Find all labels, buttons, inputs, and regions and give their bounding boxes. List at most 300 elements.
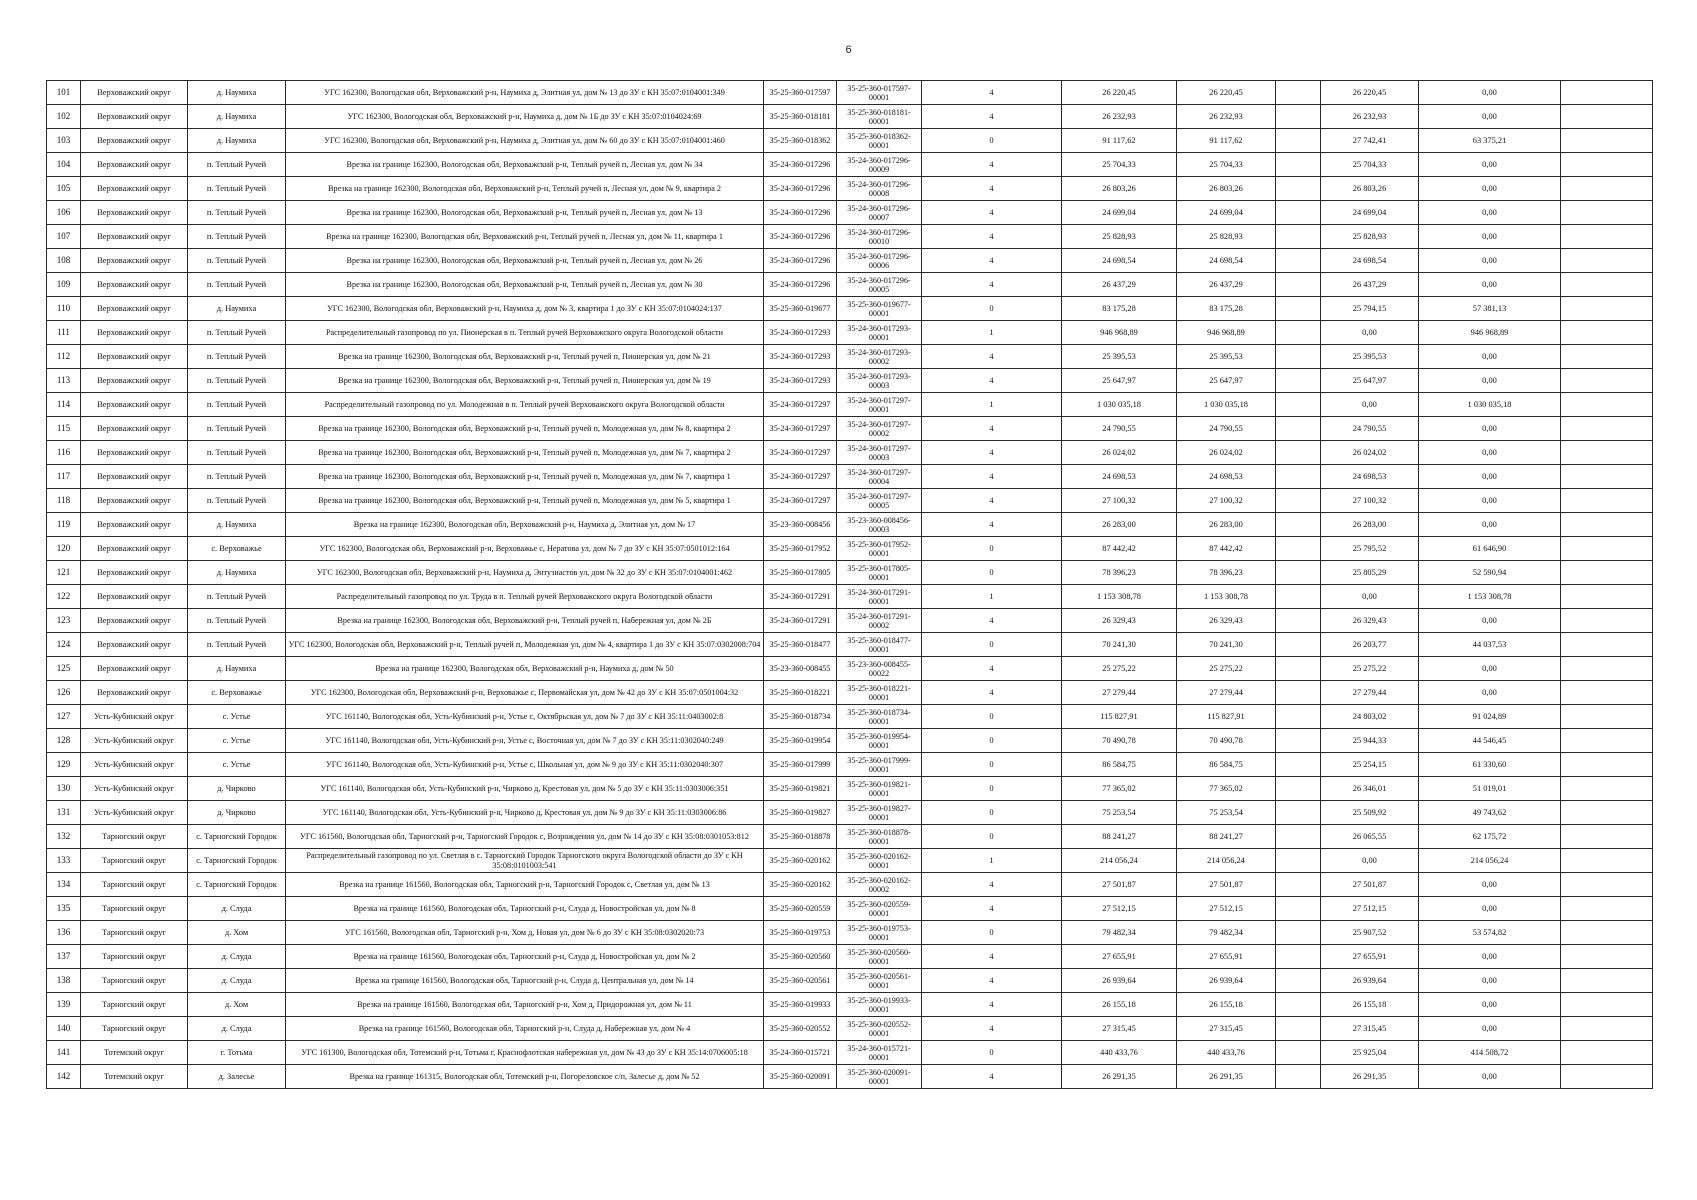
table-row: [47, 513, 1653, 537]
blank-cell: [1561, 753, 1653, 777]
settlement-cell: д. Наумиха: [188, 81, 286, 105]
remaining-cost-cell: 49 743,62: [1419, 801, 1561, 825]
district-cell: Верховажский округ: [81, 681, 188, 705]
district-cell: Верховажский округ: [81, 657, 188, 681]
total-cost-cell: 24 699,04: [1062, 201, 1177, 225]
remaining-cost-cell: 51 019,01: [1419, 777, 1561, 801]
total-cost-cell: 88 241,27: [1062, 825, 1177, 849]
cadastral-code-cell: 35-24-360-017291: [764, 585, 837, 609]
cost-cell: 25 395,53: [1177, 345, 1276, 369]
address-cell: Врезка на границе 161560, Вологодская обл, Тарногский р-н, Слуда д, Набережная ул, дом № 4: [286, 1017, 764, 1041]
category-cell: 4: [922, 657, 1062, 681]
cadastral-code-cell: 35-24-360-017293: [764, 321, 837, 345]
total-cost-cell: 26 220,45: [1062, 81, 1177, 105]
cost-cell: 88 241,27: [1177, 825, 1276, 849]
empty-cell: [1276, 81, 1321, 105]
district-cell: Верховажский округ: [81, 393, 188, 417]
blank-cell: [1561, 657, 1653, 681]
object-code-cell: 35-25-360-020162-00002: [837, 873, 922, 897]
table-row: [47, 921, 1653, 945]
total-cost-cell: 24 698,53: [1062, 465, 1177, 489]
blank-cell: [1561, 393, 1653, 417]
district-cell: Верховажский округ: [81, 345, 188, 369]
row-number: 113: [47, 369, 81, 393]
table-row: [47, 369, 1653, 393]
district-cell: Верховажский округ: [81, 585, 188, 609]
district-cell: Тарногский округ: [81, 921, 188, 945]
remaining-cost-cell: 0,00: [1419, 1065, 1561, 1089]
category-cell: 0: [922, 729, 1062, 753]
cost-cell: 77 365,02: [1177, 777, 1276, 801]
total-cost-cell: 1 030 035,18: [1062, 393, 1177, 417]
connection-cost-cell: 26 065,55: [1321, 825, 1419, 849]
table-row: [47, 657, 1653, 681]
address-cell: Врезка на границе 162300, Вологодская обл, Верховажский р-н, Теплый ручей п, Молодежная ул, дом № 5, квартира 1: [286, 489, 764, 513]
total-cost-cell: 26 329,43: [1062, 609, 1177, 633]
district-cell: Усть-Кубинский округ: [81, 729, 188, 753]
district-cell: Тарногский округ: [81, 1017, 188, 1041]
cost-cell: 27 315,45: [1177, 1017, 1276, 1041]
row-number: 129: [47, 753, 81, 777]
row-number: 141: [47, 1041, 81, 1065]
object-code-cell: 35-25-360-020552-00001: [837, 1017, 922, 1041]
row-number: 116: [47, 441, 81, 465]
total-cost-cell: 27 315,45: [1062, 1017, 1177, 1041]
blank-cell: [1561, 1041, 1653, 1065]
object-code-cell: 35-25-360-017999-00001: [837, 753, 922, 777]
district-cell: Тарногский округ: [81, 897, 188, 921]
connection-cost-cell: 26 203,77: [1321, 633, 1419, 657]
category-cell: 0: [922, 705, 1062, 729]
address-cell: УГС 162300, Вологодская обл, Верховажский р-н, Наумиха д, дом № 3, квартира 1 до ЗУ с КН 35:07:0104024:137: [286, 297, 764, 321]
remaining-cost-cell: 0,00: [1419, 489, 1561, 513]
cost-cell: 24 699,04: [1177, 201, 1276, 225]
cadastral-code-cell: 35-25-360-020162: [764, 873, 837, 897]
cadastral-code-cell: 35-24-360-017297: [764, 489, 837, 513]
empty-cell: [1276, 513, 1321, 537]
address-cell: УГС 161140, Вологодская обл, Усть-Кубинский р-н, Устье с, Октябрьская ул, дом № 7 до ЗУ с КН 35:11:0403002:8: [286, 705, 764, 729]
remaining-cost-cell: 52 590,94: [1419, 561, 1561, 585]
table-row: [47, 249, 1653, 273]
row-number: 115: [47, 417, 81, 441]
blank-cell: [1561, 633, 1653, 657]
cost-cell: 27 279,44: [1177, 681, 1276, 705]
connection-cost-cell: 24 698,53: [1321, 465, 1419, 489]
row-number: 131: [47, 801, 81, 825]
category-cell: 4: [922, 873, 1062, 897]
total-cost-cell: 26 024,02: [1062, 441, 1177, 465]
connection-cost-cell: 27 100,32: [1321, 489, 1419, 513]
district-cell: Верховажский округ: [81, 225, 188, 249]
connection-cost-cell: 26 346,01: [1321, 777, 1419, 801]
cadastral-code-cell: 35-25-360-019933: [764, 993, 837, 1017]
settlement-cell: д. Чирково: [188, 777, 286, 801]
category-cell: 4: [922, 465, 1062, 489]
settlement-cell: с. Верховажье: [188, 681, 286, 705]
row-number: 127: [47, 705, 81, 729]
empty-cell: [1276, 657, 1321, 681]
address-cell: УГС 161140, Вологодская обл, Усть-Кубинский р-н, Устье с, Восточная ул, дом № 7 до ЗУ с КН 35:11:0302040:249: [286, 729, 764, 753]
remaining-cost-cell: 0,00: [1419, 609, 1561, 633]
object-code-cell: 35-25-360-019827-00001: [837, 801, 922, 825]
connection-cost-cell: 25 395,53: [1321, 345, 1419, 369]
address-cell: УГС 161140, Вологодская обл, Усть-Кубинский р-н, Чирково д, Крестовая ул, дом № 9 до ЗУ с КН 35:11:0303006:86: [286, 801, 764, 825]
empty-cell: [1276, 225, 1321, 249]
object-code-cell: 35-25-360-019933-00001: [837, 993, 922, 1017]
blank-cell: [1561, 105, 1653, 129]
gas-connection-register-table: [46, 80, 1653, 1089]
category-cell: 4: [922, 225, 1062, 249]
cadastral-code-cell: 35-24-360-017296: [764, 201, 837, 225]
row-number: 118: [47, 489, 81, 513]
settlement-cell: д. Наумиха: [188, 105, 286, 129]
cadastral-code-cell: 35-24-360-017296: [764, 273, 837, 297]
row-number: 107: [47, 225, 81, 249]
district-cell: Верховажский округ: [81, 249, 188, 273]
settlement-cell: г. Тотьма: [188, 1041, 286, 1065]
object-code-cell: 35-25-360-018878-00001: [837, 825, 922, 849]
remaining-cost-cell: 0,00: [1419, 177, 1561, 201]
cost-cell: 24 790,55: [1177, 417, 1276, 441]
address-cell: Врезка на границе 162300, Вологодская обл, Верховажский р-н, Теплый ручей п, Молодежная ул, дом № 8, квартира 2: [286, 417, 764, 441]
table-row: [47, 321, 1653, 345]
connection-cost-cell: 25 795,52: [1321, 537, 1419, 561]
settlement-cell: д. Наумиха: [188, 129, 286, 153]
total-cost-cell: 27 279,44: [1062, 681, 1177, 705]
remaining-cost-cell: 0,00: [1419, 873, 1561, 897]
remaining-cost-cell: 44 546,45: [1419, 729, 1561, 753]
cost-cell: 78 396,23: [1177, 561, 1276, 585]
connection-cost-cell: 26 939,64: [1321, 969, 1419, 993]
object-code-cell: 35-24-360-017296-00009: [837, 153, 922, 177]
cadastral-code-cell: 35-25-360-018878: [764, 825, 837, 849]
blank-cell: [1561, 993, 1653, 1017]
district-cell: Усть-Кубинский округ: [81, 777, 188, 801]
blank-cell: [1561, 585, 1653, 609]
cadastral-code-cell: 35-25-360-017999: [764, 753, 837, 777]
empty-cell: [1276, 465, 1321, 489]
remaining-cost-cell: 0,00: [1419, 513, 1561, 537]
row-number: 134: [47, 873, 81, 897]
object-code-cell: 35-24-360-017297-00004: [837, 465, 922, 489]
table-row: [47, 345, 1653, 369]
table-row: [47, 441, 1653, 465]
cadastral-code-cell: 35-24-360-017297: [764, 393, 837, 417]
connection-cost-cell: 25 794,15: [1321, 297, 1419, 321]
table-row: [47, 201, 1653, 225]
table-row: [47, 585, 1653, 609]
settlement-cell: п. Теплый Ручей: [188, 633, 286, 657]
empty-cell: [1276, 393, 1321, 417]
category-cell: 4: [922, 1065, 1062, 1089]
remaining-cost-cell: 0,00: [1419, 681, 1561, 705]
address-cell: УГС 162300, Вологодская обл, Верховажский р-н, Теплый ручей п, Молодежная ул, дом № 4, квартира 1 до ЗУ с КН 35:07:0302008:704: [286, 633, 764, 657]
cost-cell: 24 698,54: [1177, 249, 1276, 273]
cost-cell: 26 283,00: [1177, 513, 1276, 537]
cadastral-code-cell: 35-24-360-017291: [764, 609, 837, 633]
cadastral-code-cell: 35-25-360-018221: [764, 681, 837, 705]
row-number: 126: [47, 681, 81, 705]
address-cell: Врезка на границе 161560, Вологодская обл, Тарногский р-н, Хом д, Придорожная ул, дом № 11: [286, 993, 764, 1017]
category-cell: 1: [922, 393, 1062, 417]
remaining-cost-cell: 1 030 035,18: [1419, 393, 1561, 417]
table-row: [47, 153, 1653, 177]
connection-cost-cell: 25 828,93: [1321, 225, 1419, 249]
total-cost-cell: 946 968,89: [1062, 321, 1177, 345]
remaining-cost-cell: 0,00: [1419, 273, 1561, 297]
row-number: 135: [47, 897, 81, 921]
cost-cell: 27 512,15: [1177, 897, 1276, 921]
category-cell: 0: [922, 561, 1062, 585]
blank-cell: [1561, 537, 1653, 561]
settlement-cell: п. Теплый Ручей: [188, 417, 286, 441]
cadastral-code-cell: 35-25-360-018362: [764, 129, 837, 153]
district-cell: Тарногский округ: [81, 945, 188, 969]
connection-cost-cell: 25 254,15: [1321, 753, 1419, 777]
settlement-cell: п. Теплый Ручей: [188, 369, 286, 393]
cost-cell: 26 220,45: [1177, 81, 1276, 105]
settlement-cell: с. Тарногский Городок: [188, 849, 286, 873]
total-cost-cell: 83 175,28: [1062, 297, 1177, 321]
cadastral-code-cell: 35-23-360-008456: [764, 513, 837, 537]
row-number: 132: [47, 825, 81, 849]
connection-cost-cell: 26 232,93: [1321, 105, 1419, 129]
address-cell: Врезка на границе 161560, Вологодская обл, Тарногский р-н, Слуда д, Новостройская ул, дом № 2: [286, 945, 764, 969]
connection-cost-cell: 0,00: [1321, 849, 1419, 873]
cost-cell: 26 232,93: [1177, 105, 1276, 129]
total-cost-cell: 26 803,26: [1062, 177, 1177, 201]
remaining-cost-cell: 0,00: [1419, 417, 1561, 441]
table-row: [47, 945, 1653, 969]
remaining-cost-cell: 57 381,13: [1419, 297, 1561, 321]
cadastral-code-cell: 35-25-360-018477: [764, 633, 837, 657]
category-cell: 4: [922, 153, 1062, 177]
category-cell: 4: [922, 993, 1062, 1017]
cost-cell: 91 117,62: [1177, 129, 1276, 153]
blank-cell: [1561, 81, 1653, 105]
district-cell: Верховажский округ: [81, 177, 188, 201]
settlement-cell: с. Тарногский Городок: [188, 873, 286, 897]
row-number: 138: [47, 969, 81, 993]
page-number: 6: [845, 44, 852, 56]
blank-cell: [1561, 369, 1653, 393]
connection-cost-cell: 24 790,55: [1321, 417, 1419, 441]
empty-cell: [1276, 585, 1321, 609]
remaining-cost-cell: 62 175,72: [1419, 825, 1561, 849]
table-row: [47, 105, 1653, 129]
empty-cell: [1276, 417, 1321, 441]
total-cost-cell: 78 396,23: [1062, 561, 1177, 585]
empty-cell: [1276, 729, 1321, 753]
object-code-cell: 35-25-360-020091-00001: [837, 1065, 922, 1089]
category-cell: 0: [922, 297, 1062, 321]
category-cell: 4: [922, 513, 1062, 537]
remaining-cost-cell: 0,00: [1419, 369, 1561, 393]
settlement-cell: п. Теплый Ручей: [188, 153, 286, 177]
settlement-cell: с. Тарногский Городок: [188, 825, 286, 849]
table-row: [47, 297, 1653, 321]
empty-cell: [1276, 801, 1321, 825]
category-cell: 4: [922, 681, 1062, 705]
row-number: 133: [47, 849, 81, 873]
blank-cell: [1561, 201, 1653, 225]
district-cell: Верховажский округ: [81, 297, 188, 321]
total-cost-cell: 26 437,29: [1062, 273, 1177, 297]
object-code-cell: 35-25-360-020561-00001: [837, 969, 922, 993]
category-cell: 4: [922, 609, 1062, 633]
category-cell: 4: [922, 897, 1062, 921]
category-cell: 0: [922, 825, 1062, 849]
object-code-cell: 35-25-360-017597-00001: [837, 81, 922, 105]
address-cell: Врезка на границе 162300, Вологодская обл, Верховажский р-н, Теплый ручей п, Пионерская ул, дом № 21: [286, 345, 764, 369]
district-cell: Верховажский округ: [81, 105, 188, 129]
blank-cell: [1561, 921, 1653, 945]
district-cell: Верховажский округ: [81, 489, 188, 513]
category-cell: 0: [922, 1041, 1062, 1065]
object-code-cell: 35-25-360-019753-00001: [837, 921, 922, 945]
remaining-cost-cell: 0,00: [1419, 81, 1561, 105]
district-cell: Тотемский округ: [81, 1065, 188, 1089]
row-number: 142: [47, 1065, 81, 1089]
settlement-cell: п. Теплый Ручей: [188, 321, 286, 345]
total-cost-cell: 27 655,91: [1062, 945, 1177, 969]
settlement-cell: с. Устье: [188, 729, 286, 753]
blank-cell: [1561, 153, 1653, 177]
table-row: [47, 129, 1653, 153]
table-row: [47, 177, 1653, 201]
empty-cell: [1276, 273, 1321, 297]
district-cell: Усть-Кубинский округ: [81, 753, 188, 777]
object-code-cell: 35-24-360-017291-00002: [837, 609, 922, 633]
cadastral-code-cell: 35-25-360-020091: [764, 1065, 837, 1089]
remaining-cost-cell: 0,00: [1419, 201, 1561, 225]
connection-cost-cell: 0,00: [1321, 321, 1419, 345]
district-cell: Верховажский округ: [81, 441, 188, 465]
address-cell: УГС 161560, Вологодская обл, Тарногский р-н, Тарногский Городок с, Возрождения ул, дом № 14 до ЗУ с КН 35:08:0301053:812: [286, 825, 764, 849]
cadastral-code-cell: 35-25-360-020162: [764, 849, 837, 873]
object-code-cell: 35-25-360-019954-00001: [837, 729, 922, 753]
category-cell: 0: [922, 921, 1062, 945]
table-row: [47, 801, 1653, 825]
total-cost-cell: 77 365,02: [1062, 777, 1177, 801]
address-cell: Врезка на границе 162300, Вологодская обл, Верховажский р-н, Теплый ручей п, Лесная ул, дом № 26: [286, 249, 764, 273]
row-number: 103: [47, 129, 81, 153]
district-cell: Верховажский округ: [81, 609, 188, 633]
register-body: [47, 81, 1653, 1089]
cadastral-code-cell: 35-25-360-017805: [764, 561, 837, 585]
blank-cell: [1561, 225, 1653, 249]
row-number: 120: [47, 537, 81, 561]
category-cell: 0: [922, 801, 1062, 825]
total-cost-cell: 27 501,87: [1062, 873, 1177, 897]
total-cost-cell: 91 117,62: [1062, 129, 1177, 153]
row-number: 114: [47, 393, 81, 417]
settlement-cell: п. Теплый Ручей: [188, 201, 286, 225]
object-code-cell: 35-24-360-017297-00003: [837, 441, 922, 465]
category-cell: 1: [922, 585, 1062, 609]
empty-cell: [1276, 129, 1321, 153]
total-cost-cell: 75 253,54: [1062, 801, 1177, 825]
settlement-cell: д. Слуда: [188, 897, 286, 921]
settlement-cell: д. Наумиха: [188, 513, 286, 537]
total-cost-cell: 27 512,15: [1062, 897, 1177, 921]
category-cell: 4: [922, 249, 1062, 273]
row-number: 111: [47, 321, 81, 345]
blank-cell: [1561, 825, 1653, 849]
blank-cell: [1561, 801, 1653, 825]
row-number: 130: [47, 777, 81, 801]
remaining-cost-cell: 0,00: [1419, 1017, 1561, 1041]
object-code-cell: 35-24-360-017297-00001: [837, 393, 922, 417]
total-cost-cell: 79 482,34: [1062, 921, 1177, 945]
blank-cell: [1561, 849, 1653, 873]
remaining-cost-cell: 1 153 308,78: [1419, 585, 1561, 609]
table-row: [47, 417, 1653, 441]
address-cell: Врезка на границе 162300, Вологодская обл, Верховажский р-н, Теплый ручей п, Молодежная ул, дом № 7, квартира 1: [286, 465, 764, 489]
blank-cell: [1561, 177, 1653, 201]
blank-cell: [1561, 729, 1653, 753]
total-cost-cell: 25 647,97: [1062, 369, 1177, 393]
object-code-cell: 35-25-360-018477-00001: [837, 633, 922, 657]
address-cell: УГС 162300, Вологодская обл, Верховажский р-н, Наумиха д, Энтузиастов ул, дом № 32 до ЗУ с КН 35:07:0104001:462: [286, 561, 764, 585]
empty-cell: [1276, 1065, 1321, 1089]
row-number: 121: [47, 561, 81, 585]
connection-cost-cell: 27 315,45: [1321, 1017, 1419, 1041]
row-number: 101: [47, 81, 81, 105]
category-cell: 4: [922, 345, 1062, 369]
row-number: 105: [47, 177, 81, 201]
cadastral-code-cell: 35-23-360-008455: [764, 657, 837, 681]
cost-cell: 26 437,29: [1177, 273, 1276, 297]
settlement-cell: д. Наумиха: [188, 297, 286, 321]
row-number: 106: [47, 201, 81, 225]
row-number: 109: [47, 273, 81, 297]
connection-cost-cell: 0,00: [1321, 393, 1419, 417]
cadastral-code-cell: 35-24-360-017296: [764, 225, 837, 249]
table-row: [47, 633, 1653, 657]
connection-cost-cell: 26 437,29: [1321, 273, 1419, 297]
cost-cell: 1 030 035,18: [1177, 393, 1276, 417]
connection-cost-cell: 25 704,33: [1321, 153, 1419, 177]
address-cell: Врезка на границе 162300, Вологодская обл, Верховажский р-н, Наумиха д, дом № 50: [286, 657, 764, 681]
cost-cell: 70 241,30: [1177, 633, 1276, 657]
blank-cell: [1561, 945, 1653, 969]
empty-cell: [1276, 561, 1321, 585]
address-cell: Врезка на границе 162300, Вологодская обл, Верховажский р-н, Теплый ручей п, Пионерская ул, дом № 19: [286, 369, 764, 393]
row-number: 136: [47, 921, 81, 945]
remaining-cost-cell: 91 024,89: [1419, 705, 1561, 729]
table-row: [47, 993, 1653, 1017]
object-code-cell: 35-25-360-020162-00001: [837, 849, 922, 873]
table-row: [47, 561, 1653, 585]
settlement-cell: с. Устье: [188, 705, 286, 729]
blank-cell: [1561, 321, 1653, 345]
connection-cost-cell: 24 803,02: [1321, 705, 1419, 729]
empty-cell: [1276, 777, 1321, 801]
blank-cell: [1561, 897, 1653, 921]
connection-cost-cell: 27 655,91: [1321, 945, 1419, 969]
category-cell: 4: [922, 489, 1062, 513]
blank-cell: [1561, 681, 1653, 705]
empty-cell: [1276, 945, 1321, 969]
table-row: [47, 489, 1653, 513]
table-row: [47, 825, 1653, 849]
settlement-cell: д. Слуда: [188, 1017, 286, 1041]
table-row: [47, 1041, 1653, 1065]
cost-cell: 86 584,75: [1177, 753, 1276, 777]
table-row: [47, 753, 1653, 777]
address-cell: Распределительный газопровод по ул. Труда в п. Теплый ручей Верховажского округа Вологодской области: [286, 585, 764, 609]
